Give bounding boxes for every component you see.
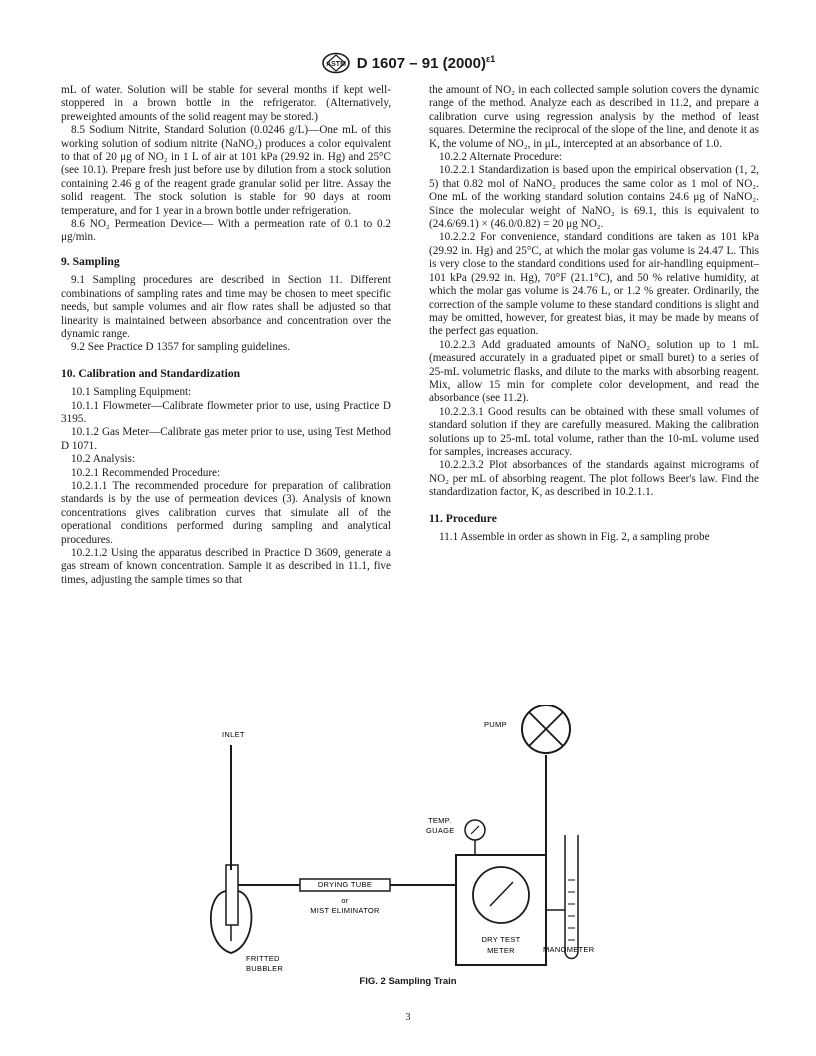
paragraph-10-2-2: 10.2.2 Alternate Procedure: bbox=[439, 151, 563, 164]
right-column bbox=[429, 84, 759, 544]
label-bubbler-line2: BUBBLER bbox=[246, 964, 284, 973]
label-drying-tube-line1: DRYING TUBE bbox=[317, 880, 373, 889]
paragraph-9-2: 9.2 See Practice D 1357 for sampling guidelines. bbox=[71, 341, 291, 354]
svg-text:ASTM: ASTM bbox=[325, 61, 346, 68]
paragraph-10-2-1-1: 10.2.1.1 The recommended procedure for preparation of calibration standards is by the use of permeation devices (3). Analysis of known concentrations gives calibration curves that simulate all of the operational conditions performed during sampling and analytical procedures. bbox=[61, 479, 391, 546]
label-temp-gauge-line1: TEMP. bbox=[428, 816, 452, 825]
figure-caption: FIG. 2 Sampling Train bbox=[359, 976, 457, 987]
label-drying-tube-line3: MIST ELIMINATOR bbox=[310, 906, 380, 915]
astm-logo-icon bbox=[321, 52, 351, 74]
paragraph-10-1-1: 10.1.1 Flowmeter—Calibrate flowmeter prior to use, using Practice D 3195. bbox=[61, 399, 391, 425]
paragraph-10-2-2-1: 10.2.2.1 Standardization is based upon the empirical observation (1, 2, 5) that 0.82 mol of NaNO₂ produces the same color as 1 mol of NO₂. One mL of the working standard solution contains 24.6 μg of NaNO₂. Since the molecular weight of NaNO₂ is 69.1, this is equivalent to (24.6/69.1) × (46.0/0.82) = 20 μg NO₂. bbox=[429, 164, 759, 231]
section-heading-calibration: 10. Calibration and Standardization bbox=[61, 366, 241, 380]
document-designation: D 1607 – 91 $(2000)^{\varepsilon 1}$ bbox=[356, 54, 496, 72]
paragraph-10-2-2-2: 10.2.2.2 For convenience, standard conditions are taken as 101 kPa (29.92 in. Hg) and 25°C, at which the molar gas volume is 24.47 L. This is very close to the standard conditions used for air-handling equipment–101 kPa (29.92 in. Hg), 70°F (21.1°C), and 50 % relative humidity, at which the molar gas volume is 24.76 L, or 1.2 % greater. Ordinarily, the correction of the sample volume to these standard conditions is slight and may be omitted, however, for greatest bias, it may be made by means of the perfect gas equation. bbox=[429, 231, 759, 338]
paragraph-11-1: 11.1 Assemble in order as shown in Fig. 2, a sampling probe bbox=[439, 531, 710, 543]
label-bubbler-line1: FRITTED bbox=[246, 954, 280, 963]
paragraph-10-1-2: 10.1.2 Gas Meter—Calibrate gas meter prior to use, using Test Method D 1071. bbox=[61, 426, 391, 452]
label-temp-gauge-line2: GUAGE bbox=[426, 826, 455, 835]
label-meter-line1: DRY TEST bbox=[481, 935, 521, 944]
paragraph-10-2: 10.2 Analysis: bbox=[71, 453, 136, 466]
paragraph-8-5: 8.5 Sodium Nitrite, Standard Solution (0.0246 g/L)—One mL of this working solution of sodium nitrite (NaNO₂) produces a color equivalent to that of 20 μg of NO₂ in 1 L of air at 101 kPa (29.92 in. Hg) and 25°C (see 10.1). Prepare fresh just before use by dilution from a stock solution containing 2.46 g of the reagent grade granular solid per litre. Assay the solid reagent. The stock solution is stable for 90 days at room temperature, and for 1 year in a brown bottle under refrigeration. bbox=[61, 124, 391, 217]
label-manometer: MANOMETER bbox=[543, 945, 595, 954]
label-inlet: INLET bbox=[222, 730, 245, 739]
sampling-train-figure bbox=[200, 705, 620, 985]
paragraph-10-2-2-3-1: 10.2.2.3.1 Good results can be obtained with these small volumes of standard solution if they are carefully measured. Making the calibration solutions up to 25-mL total volume, rather than the 10-mL volume used for samples, increases accuracy. bbox=[429, 405, 759, 458]
paragraph: the amount of NO₂ in each collected sample solution covers the dynamic range of the method. Analyze each as described in 11.2, and prepare a calibration curve using regression analysis by the method of least squares. Determine the reciprocal of the slope of the line, and denote it as K, the volume of NO₂, in μL, intercepted at an absorbance of 1.0. bbox=[429, 84, 759, 150]
left-column bbox=[61, 84, 391, 587]
section-heading-sampling: 9. Sampling bbox=[61, 254, 120, 268]
page-number: 3 bbox=[405, 1012, 411, 1023]
paragraph-8-6: 8.6 NO₂ Permeation Device— With a permeation rate of 0.1 to 0.2 μg/min. bbox=[61, 218, 391, 244]
paragraph-10-1: 10.1 Sampling Equipment: bbox=[71, 386, 192, 399]
paragraph: mL of water. Solution will be stable for several months if kept well-stoppered in a brown bottle in the refrigerator. (Alternatively, preweighted amounts of the solid reagent may be stored.) bbox=[61, 84, 391, 123]
paragraph-10-2-2-3-2: 10.2.2.3.2 Plot absorbances of the standards against micrograms of NO₂ per mL of absorbing reagent. The plot follows Beer's law. Find the standardization factor, K, as described in 10.2.1.1. bbox=[429, 459, 759, 499]
paragraph-10-2-1-2: 10.2.1.2 Using the apparatus described in Practice D 3609, generate a gas stream of known concentration. Sample it as described in 11.1, five times, adjusting the sample times so that bbox=[61, 547, 391, 586]
label-pump: PUMP bbox=[484, 720, 507, 729]
paragraph-10-2-2-3: 10.2.2.3 Add graduated amounts of NaNO₂ solution up to 1 mL (measured accurately in a graduated pipet or small buret) to a series of 25-mL volumetric flasks, and dilute to the marks with absorbing reagent. Mix, allow 15 min for complete color development, and read the absorbance (see 11.2). bbox=[429, 338, 759, 405]
label-meter-line2: METER bbox=[487, 946, 515, 955]
paragraph-10-2-1: 10.2.1 Recommended Procedure: bbox=[71, 466, 221, 479]
page-header bbox=[0, 52, 816, 79]
label-drying-tube-line2: or bbox=[341, 896, 349, 905]
paragraph-9-1: 9.1 Sampling procedures are described in Section 11. Different combinations of sampling rates and time may be chosen to meet specific needs, but sample volumes and air flow rates shall be adjusted so that linearity is maintained between absorbance and concentration over the dynamic range. bbox=[61, 274, 391, 340]
section-heading-procedure: 11. Procedure bbox=[429, 511, 497, 525]
